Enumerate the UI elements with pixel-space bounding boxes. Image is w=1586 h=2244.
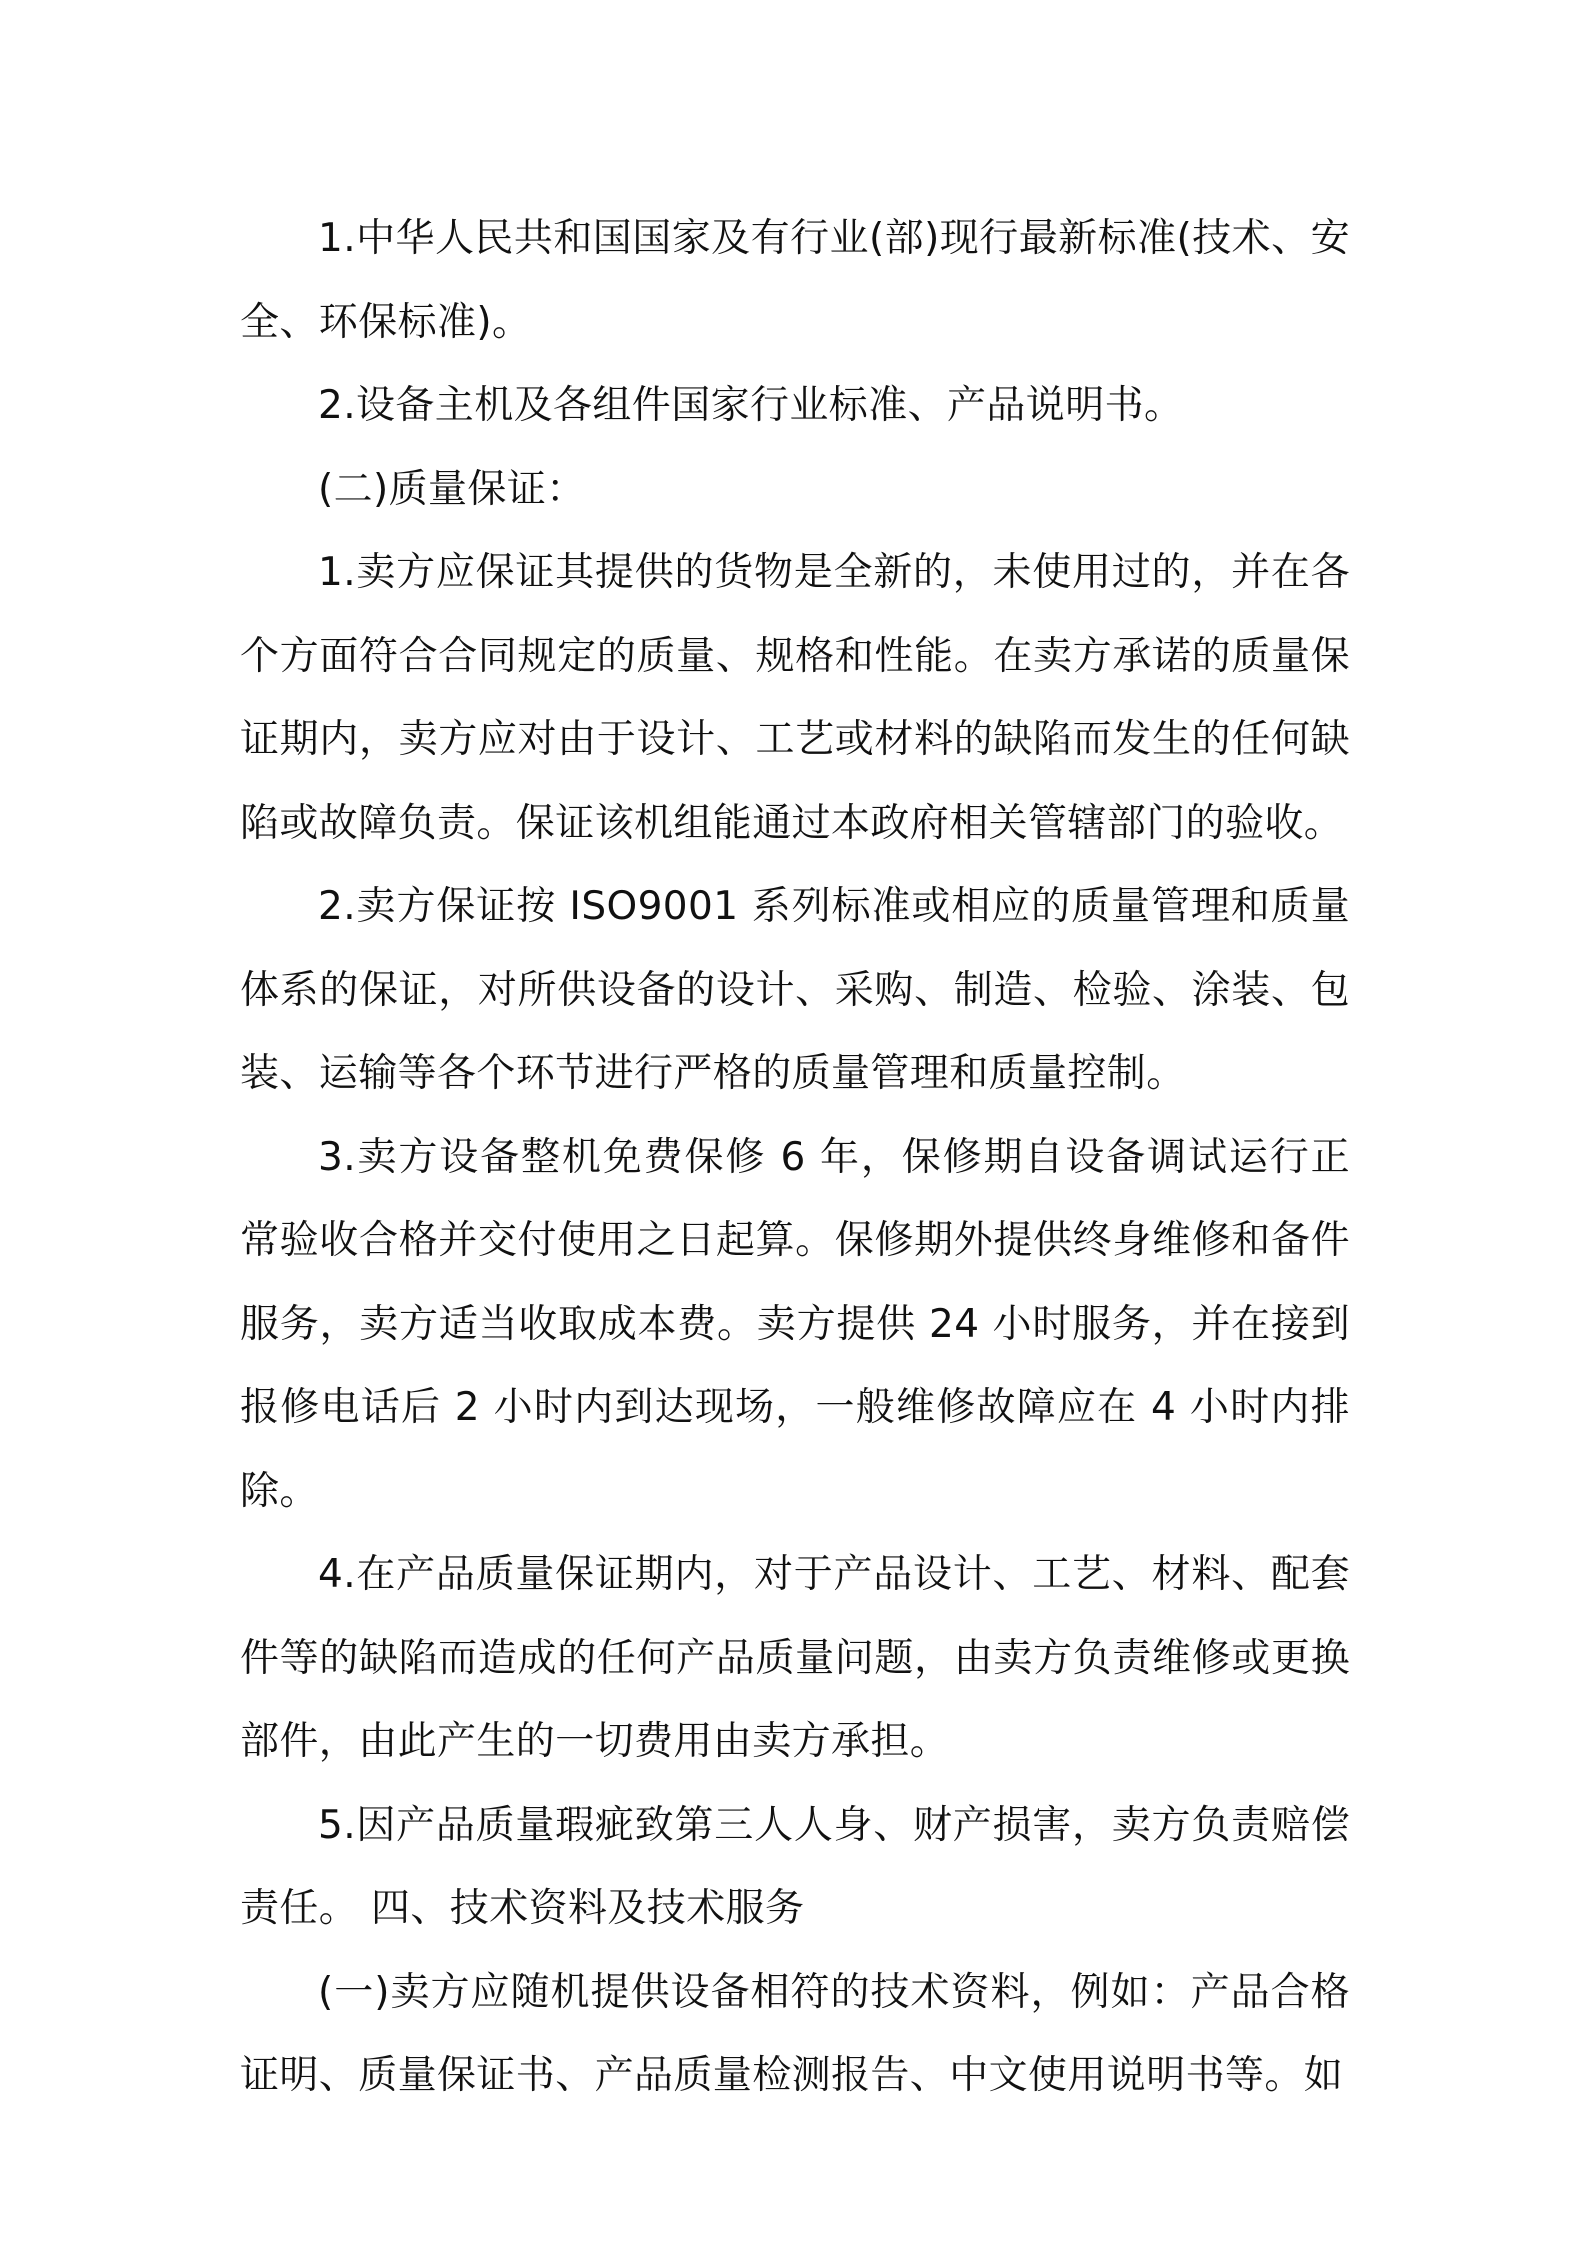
paragraph-technical-docs-1: (一)卖方应随机提供设备相符的技术资料，例如：产品合格证明、质量保证书、产品质量检测报告、中文使用说明书等。如 bbox=[240, 1969, 1350, 2098]
section-heading-quality-assurance: (二)质量保证： bbox=[318, 466, 586, 512]
paragraph-standards-2: 2.设备主机及各组件国家行业标准、产品说明书。 bbox=[318, 383, 1184, 428]
paragraph-quality-2: 2.卖方保证按 ISO9001 系列标准或相应的质量管理和质量体系的保证，对所供设备的设计、采购、制造、检验、涂装、包装、运输等各个环节进行严格的质量管理和质量控制。 bbox=[240, 884, 1350, 1096]
document-body bbox=[240, 197, 1350, 2118]
paragraph-quality-1: 1.卖方应保证其提供的货物是全新的，未使用过的，并在各个方面符合合同规定的质量、规格和性能。在卖方承诺的质量保证期内，卖方应对由于设计、工艺或材料的缺陷而发生的任何缺陷或故障负责。保证该机组能通过本政府相关管辖部门的验收。 bbox=[240, 550, 1350, 846]
paragraph-standards-1: 1.中华人民共和国国家及有行业(部)现行最新标准(技术、安全、环保标准)。 bbox=[240, 216, 1350, 345]
paragraph-quality-4: 4.在产品质量保证期内，对于产品设计、工艺、材料、配套件等的缺陷而造成的任何产品质量问题，由卖方负责维修或更换部件，由此产生的一切费用由卖方承担。 bbox=[240, 1552, 1350, 1764]
paragraph-quality-3: 3.卖方设备整机免费保修 6 年，保修期自设备调试运行正常验收合格并交付使用之日起算。保修期外提供终身维修和备件服务，卖方适当收取成本费。卖方提供 24 小时服务，并在接到报修电话后 2 小时内到达现场，一般维修故障应在 4 小时内排除。 bbox=[240, 1134, 1350, 1514]
paragraph-quality-5: 5.因产品质量瑕疵致第三人人身、财产损害，卖方负责赔偿责任。 四、技术资料及技术服务 bbox=[240, 1802, 1350, 1931]
